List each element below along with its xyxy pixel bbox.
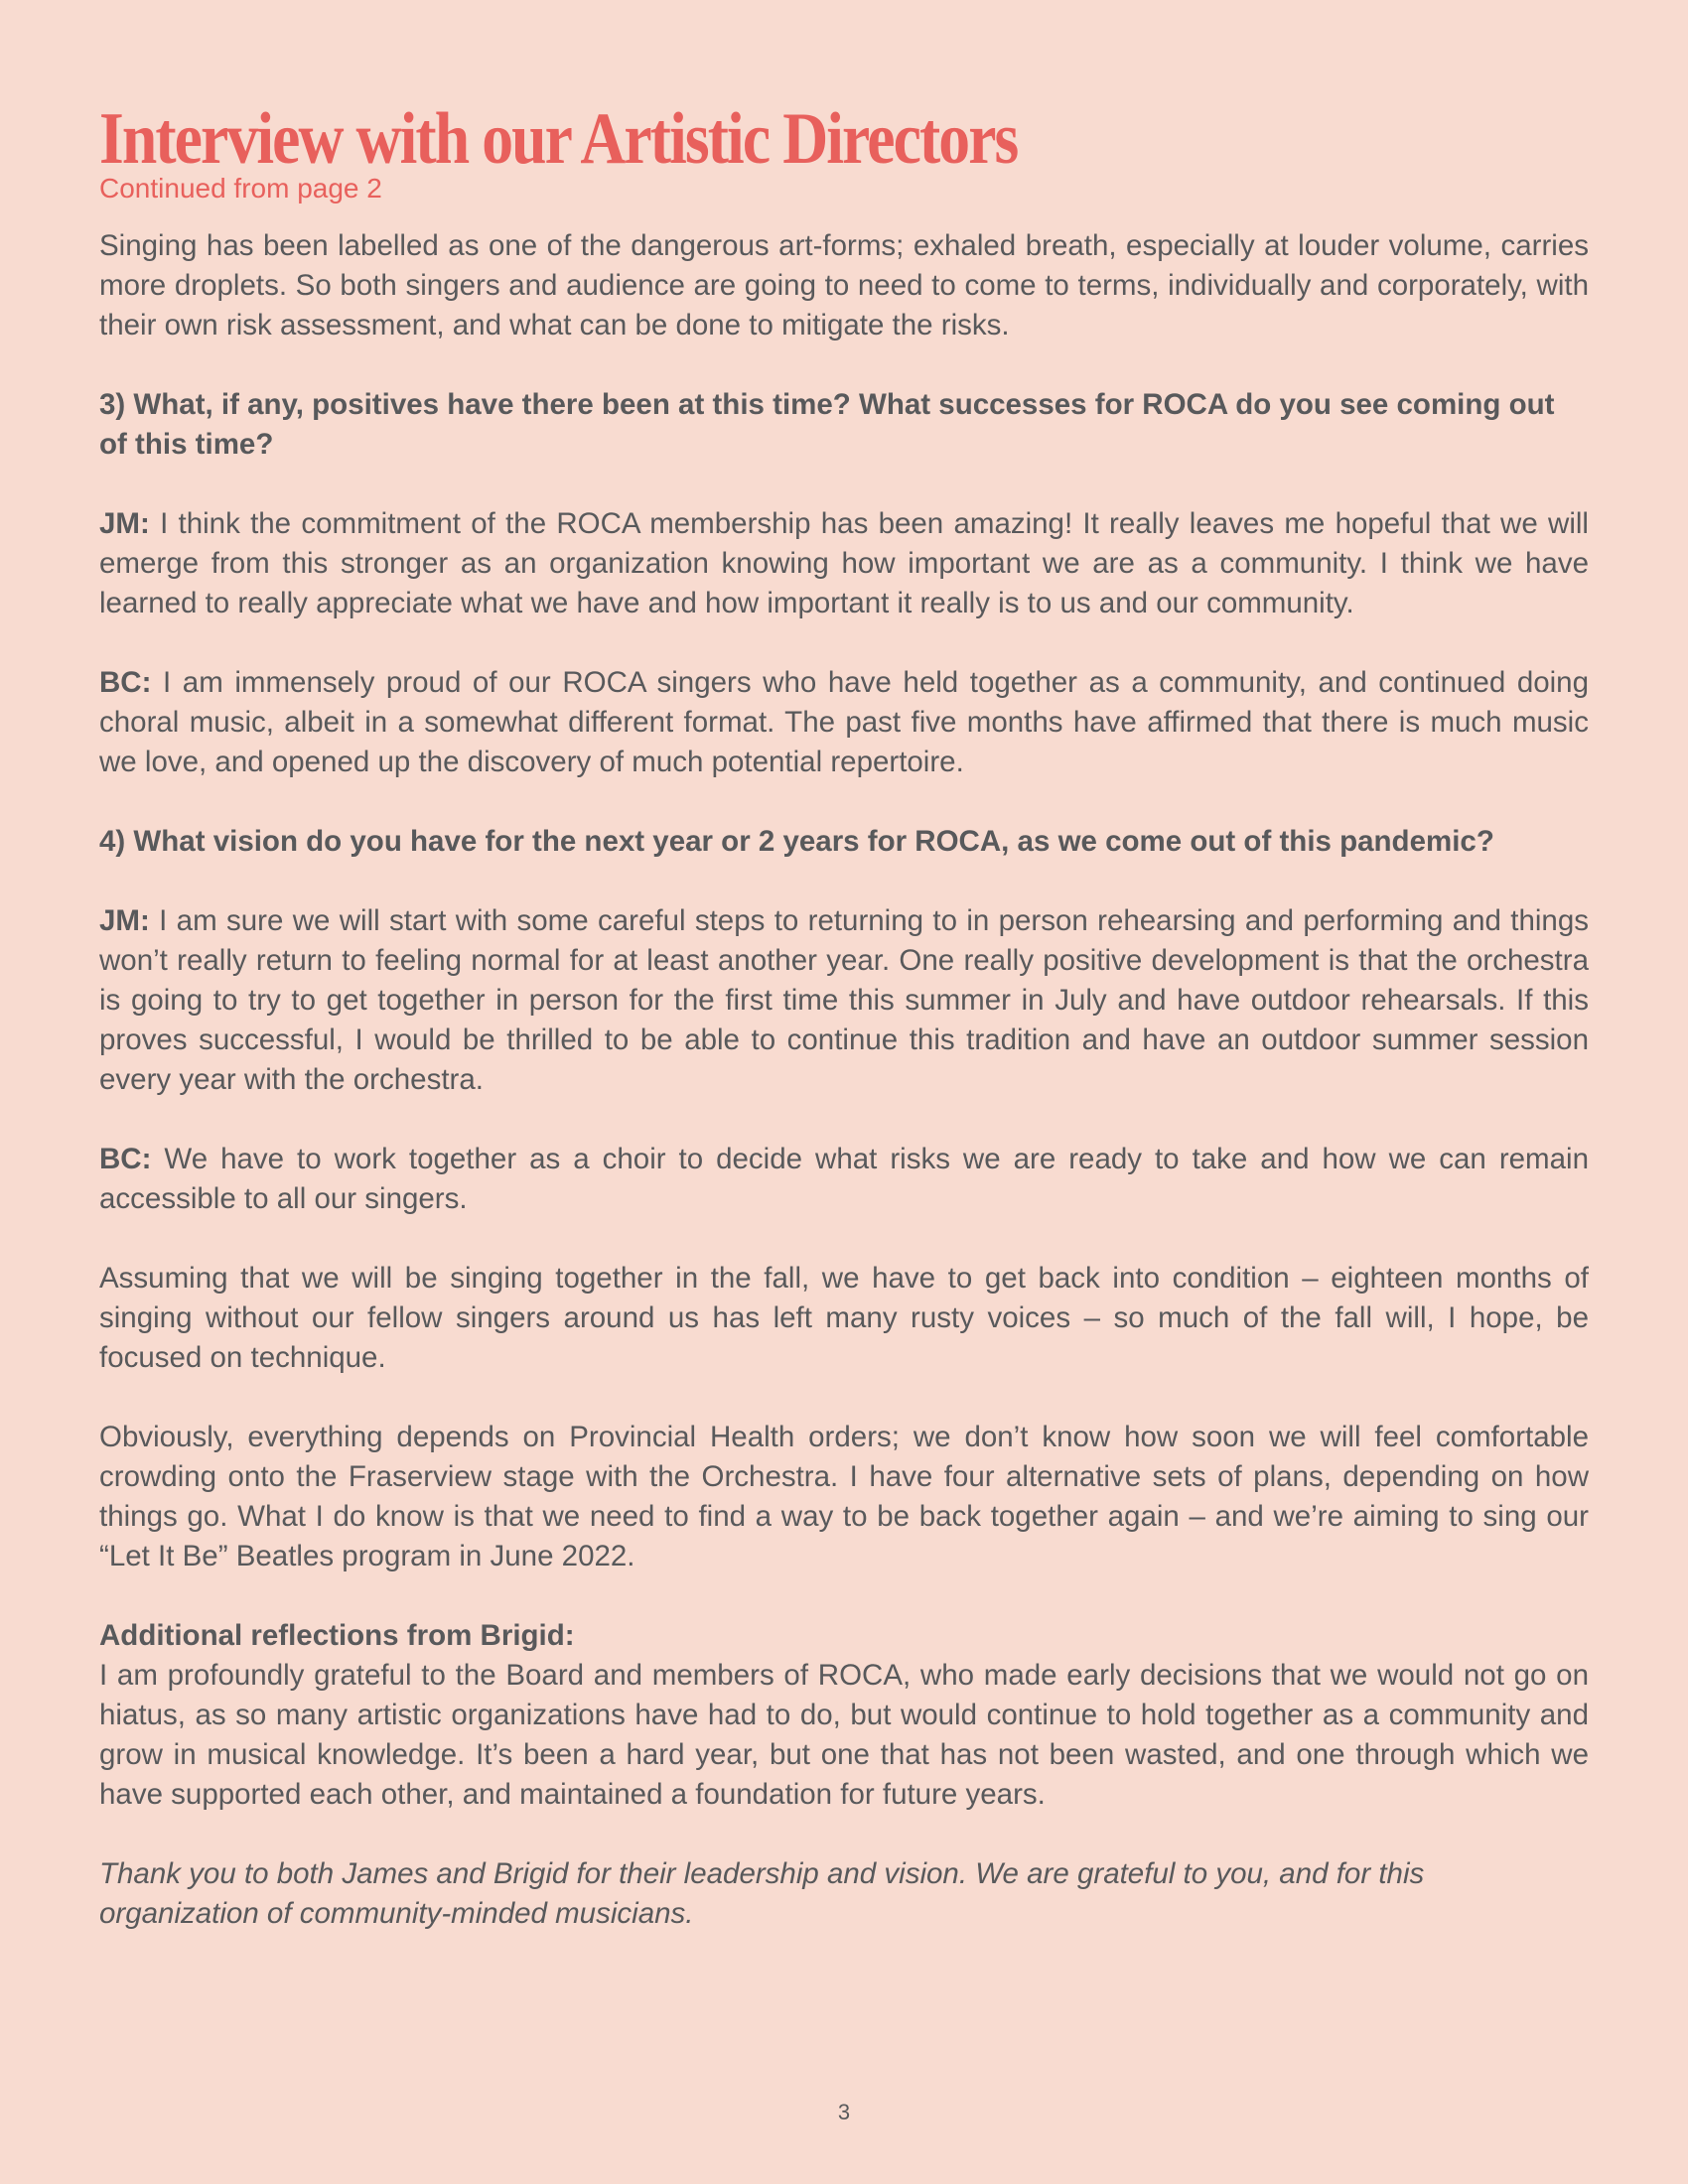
speaker-jm: JM:: [99, 904, 150, 937]
reflections-section: [99, 1616, 1589, 1815]
answer-text: I am immensely proud of our ROCA singers who have held together as a community, and continued doing choral music, albeit in a somewhat different format. The past five months have affirmed that there is much music we love, and opened up the discovery of much potential repertoire.: [99, 666, 1589, 778]
answer-4-bc: [99, 1140, 1589, 1219]
article-title: Interview with our Artistic Directors: [99, 98, 1018, 180]
answer-4-bc-paragraph-2: Assuming that we will be singing together in the fall, we have to get back into condition – eighteen months of singing without our fellow singers around us has left many rusty voices – so much of the fall will, I hope, be focused on technique.: [99, 1262, 1589, 1374]
answer-3-bc: [99, 663, 1589, 782]
speaker-jm: JM:: [99, 507, 150, 540]
continued-note: Continued from page 2: [99, 173, 382, 204]
page-number: 3: [837, 2100, 851, 2124]
closing-note: Thank you to both James and Brigid for their leadership and vision. We are grateful to you, and for this organization of community-minded musicians.: [99, 1857, 1425, 1930]
answer-text: I think the commitment of the ROCA membership has been amazing! It really leaves me hopeful that we will emerge from this stronger as an organization knowing how important we are as a community. I think we have learned to really appreciate what we have and how important it really is to us and our community.: [99, 507, 1589, 619]
intro-paragraph: Singing has been labelled as one of the dangerous art-forms; exhaled breath, especially at louder volume, carries more droplets. So both singers and audience are going to need to come to terms, individually and corporately, with their own risk assessment, and what can be done to mitigate the risks.: [99, 229, 1589, 341]
answer-text: We have to work together as a choir to decide what risks we are ready to take and how we can remain accessible to all our singers.: [99, 1143, 1589, 1215]
question-4: 4) What vision do you have for the next year or 2 years for ROCA, as we come out of this pandemic?: [99, 825, 1494, 858]
answer-4-bc-paragraph-3: Obviously, everything depends on Provincial Health orders; we don’t know how soon we will feel comfortable crowding onto the Fraserview stage with the Orchestra. I have four alternative sets of plans, depending on how things go. What I do know is that we need to find a way to be back together again – and we’re aiming to sing our “Let It Be” Beatles program in June 2022.: [99, 1421, 1589, 1572]
article-body: [99, 226, 1589, 1934]
speaker-bc: BC:: [99, 1143, 152, 1175]
answer-text: I am sure we will start with some careful steps to returning to in person rehearsing and performing and things won’t really return to feeling normal for at least another year. One really positive development is that the orchestra is going to try to get together in person for the first time this summer in July and have outdoor rehearsals. If this proves successful, I would be thrilled to be able to continue this tradition and have an outdoor summer session every year with the orchestra.: [99, 904, 1589, 1096]
reflections-text: I am profoundly grateful to the Board and members of ROCA, who made early decisions that we would not go on hiatus, as so many artistic organizations have had to do, but would continue to hold together as a community and grow in musical knowledge. It’s been a hard year, but one that has not been wasted, and one through which we have supported each other, and maintained a foundation for future years.: [99, 1659, 1589, 1811]
question-3: 3) What, if any, positives have there been at this time? What successes for ROCA do you see coming out of this time?: [99, 388, 1555, 461]
answer-4-jm: [99, 901, 1589, 1100]
speaker-bc: BC:: [99, 666, 152, 699]
answer-3-jm: [99, 504, 1589, 623]
reflections-heading: Additional reflections from Brigid:: [99, 1619, 575, 1652]
